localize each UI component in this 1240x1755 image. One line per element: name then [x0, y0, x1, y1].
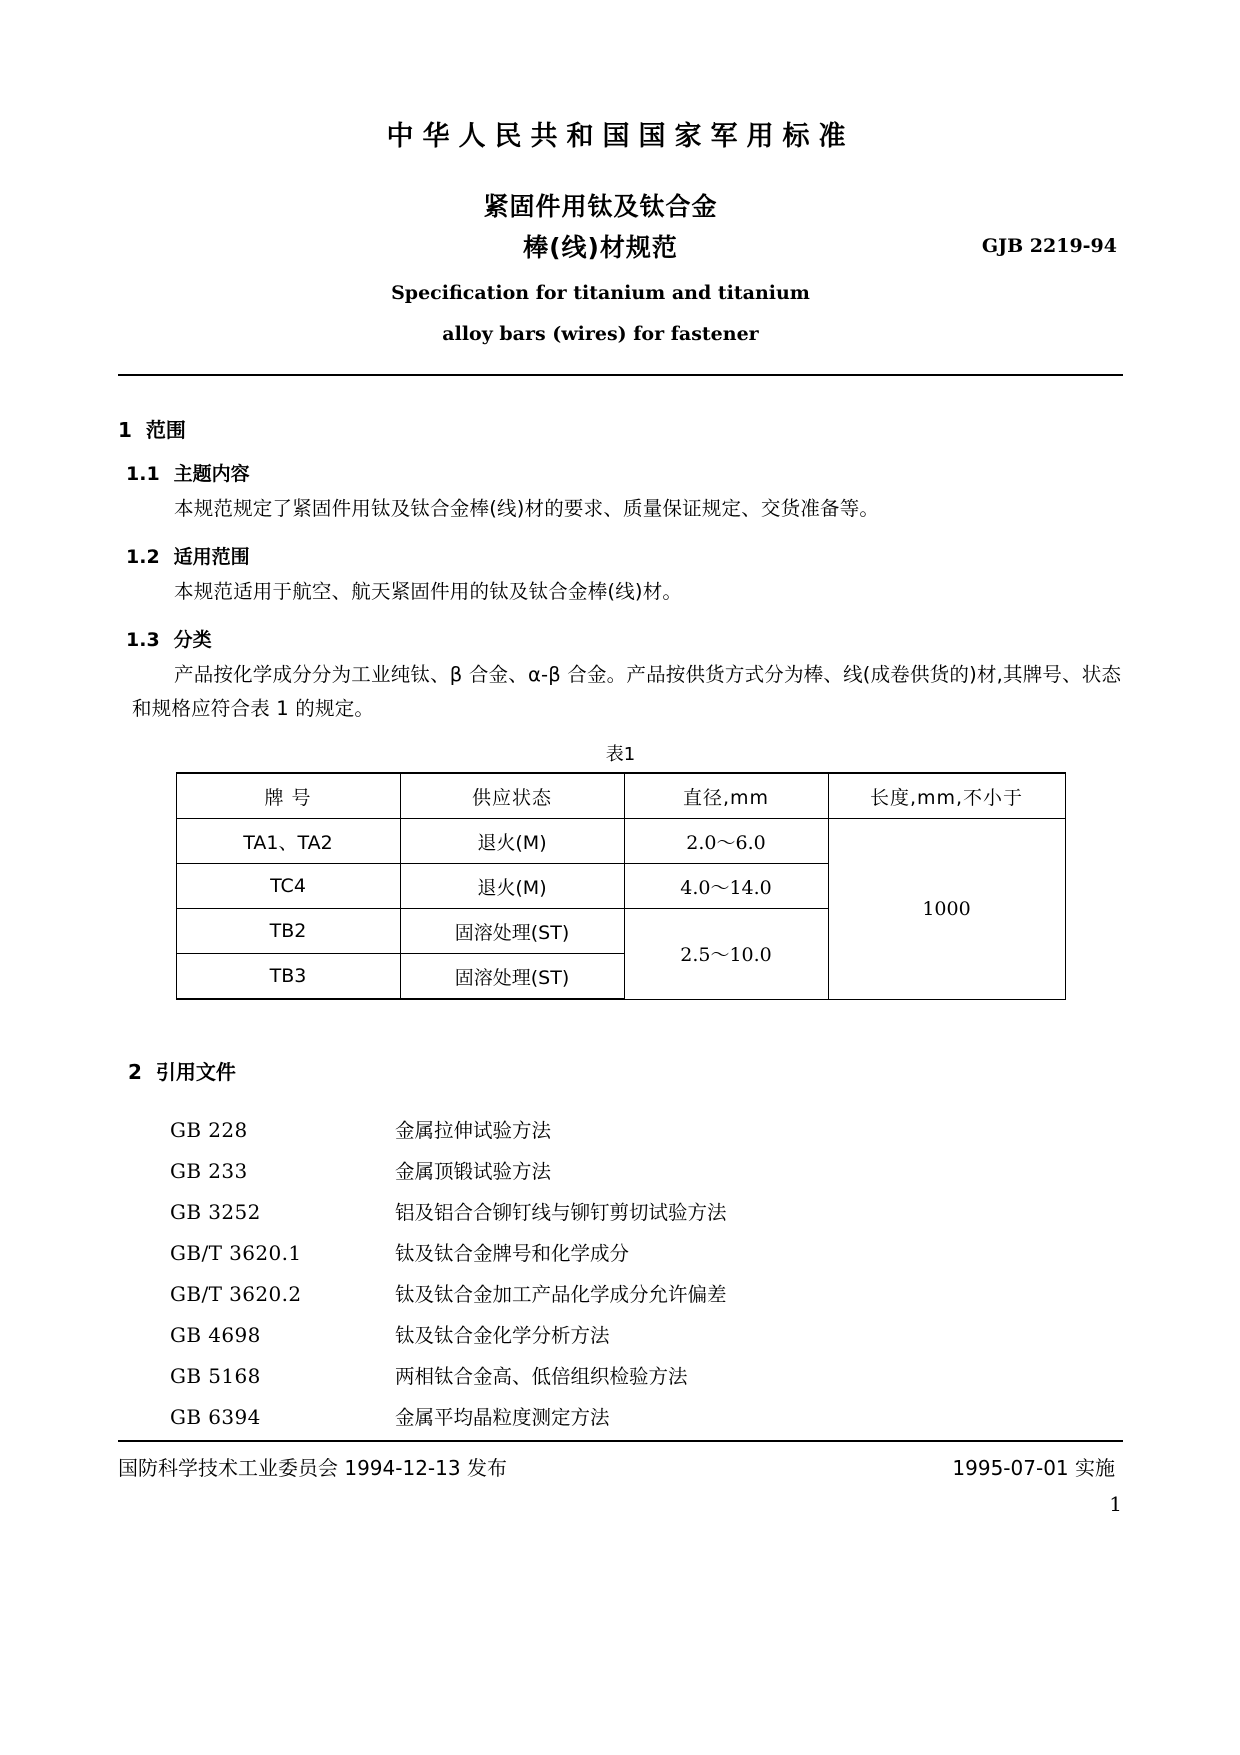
cell-condition: 固溶处理(ST) — [400, 954, 624, 1000]
cell-condition: 退火(M) — [400, 864, 624, 909]
list-item — [170, 1115, 1123, 1143]
national-standard-header: 中华人民共和国国家军用标准 — [386, 121, 855, 152]
document-content — [118, 100, 1123, 1443]
reference-code: GB/T 3620.1 — [170, 1241, 302, 1266]
column-header-condition: 供应状态 — [400, 773, 624, 819]
list-item — [170, 1156, 1123, 1184]
table-header-row — [176, 773, 1065, 819]
reference-code: GB 233 — [170, 1159, 248, 1184]
reference-list — [170, 1115, 1123, 1430]
cell-grade: TB3 — [176, 954, 400, 1000]
list-item — [170, 1402, 1123, 1430]
cell-condition: 固溶处理(ST) — [400, 909, 624, 954]
table-1-caption: 表1 — [605, 744, 636, 766]
section-1-2-body: 本规范适用于航空、航天紧固件用的钛及钛合金棒(线)材。 — [174, 579, 683, 603]
standard-code: GJB 2219-94 — [981, 235, 1117, 257]
reference-code: GB 4698 — [170, 1323, 261, 1348]
reference-code: GB 3252 — [170, 1200, 261, 1225]
title-english-line1: Specification for titanium and titanium — [391, 282, 810, 304]
reference-name: 钛及钛合金牌号和化学成分 — [395, 1242, 630, 1266]
reference-code: GB 5168 — [170, 1364, 261, 1389]
footer-effective: 1995-07-01 实施 — [952, 1456, 1115, 1480]
list-item — [170, 1361, 1123, 1389]
page-footer — [118, 1452, 1123, 1481]
reference-code: GB 6394 — [170, 1405, 261, 1430]
cell-grade: TA1、TA2 — [176, 819, 400, 864]
footer-divider — [118, 1440, 1123, 1442]
column-header-diameter: 直径,mm — [624, 773, 828, 819]
cell-diameter: 2.5～10.0 — [624, 909, 828, 1000]
reference-code: GB/T 3620.2 — [170, 1282, 302, 1307]
footer-issued: 国防科学技术工业委员会 1994-12-13 发布 — [118, 1456, 507, 1480]
section-2-number: 2 — [128, 1060, 142, 1085]
title-chinese-line2: 棒(线)材规范 — [523, 232, 678, 262]
section-1-title: 范围 — [145, 417, 186, 442]
cell-diameter: 2.0～6.0 — [624, 819, 828, 864]
table-row — [176, 819, 1065, 864]
section-1-1-title: 主题内容 — [173, 462, 250, 485]
cell-grade: TC4 — [176, 864, 400, 909]
cell-condition: 退火(M) — [400, 819, 624, 864]
section-1-2-number: 1.2 — [126, 545, 160, 568]
title-block — [118, 187, 1123, 350]
section-2-heading — [128, 1056, 1123, 1085]
reference-name: 金属平均晶粒度测定方法 — [395, 1406, 610, 1430]
section-1-1-body: 本规范规定了紧固件用钛及钛合金棒(线)材的要求、质量保证规定、交货准备等。 — [174, 496, 880, 520]
title-chinese-line1: 紧固件用钛及钛合金 — [483, 192, 718, 221]
section-1-3-heading — [126, 625, 1123, 652]
cell-diameter: 4.0～14.0 — [624, 864, 828, 909]
section-1-3-title: 分类 — [173, 628, 212, 651]
section-1-1-number: 1.1 — [126, 462, 160, 485]
section-1-1-heading — [126, 459, 1123, 486]
section-1-3-body: 产品按化学成分分为工业纯钛、β 合金、α-β 合金。产品按供货方式分为棒、线(成卷供货的)材,其牌号、状态和规格应符合表 1 的规定。 — [132, 662, 1122, 720]
table-1 — [176, 772, 1066, 1000]
list-item — [170, 1279, 1123, 1307]
reference-code: GB 228 — [170, 1118, 248, 1143]
reference-name: 铝及铝合合铆钉线与铆钉剪切试验方法 — [395, 1201, 727, 1225]
reference-name: 钛及钛合金化学分析方法 — [395, 1324, 610, 1348]
section-2-title: 引用文件 — [155, 1060, 236, 1085]
section-1-2-heading — [126, 542, 1123, 569]
list-item — [170, 1238, 1123, 1266]
column-header-grade: 牌 号 — [176, 773, 400, 819]
reference-name: 金属拉伸试验方法 — [395, 1119, 552, 1143]
reference-name: 金属顶锻试验方法 — [395, 1160, 552, 1184]
header-divider — [118, 374, 1123, 376]
reference-name: 两相钛合金高、低倍组织检验方法 — [395, 1365, 688, 1389]
section-1-number: 1 — [118, 417, 132, 442]
title-english-line2: alloy bars (wires) for fastener — [442, 322, 759, 345]
list-item — [170, 1197, 1123, 1225]
section-1-heading — [118, 414, 1123, 443]
list-item — [170, 1320, 1123, 1348]
column-header-length: 长度,mm,不小于 — [828, 773, 1065, 819]
cell-grade: TB2 — [176, 909, 400, 954]
section-1-2-title: 适用范围 — [173, 545, 250, 568]
page-number: 1 — [1109, 1492, 1122, 1516]
reference-name: 钛及钛合金加工产品化学成分允许偏差 — [395, 1283, 727, 1307]
cell-length: 1000 — [828, 819, 1065, 1000]
section-1-3-number: 1.3 — [126, 628, 160, 651]
